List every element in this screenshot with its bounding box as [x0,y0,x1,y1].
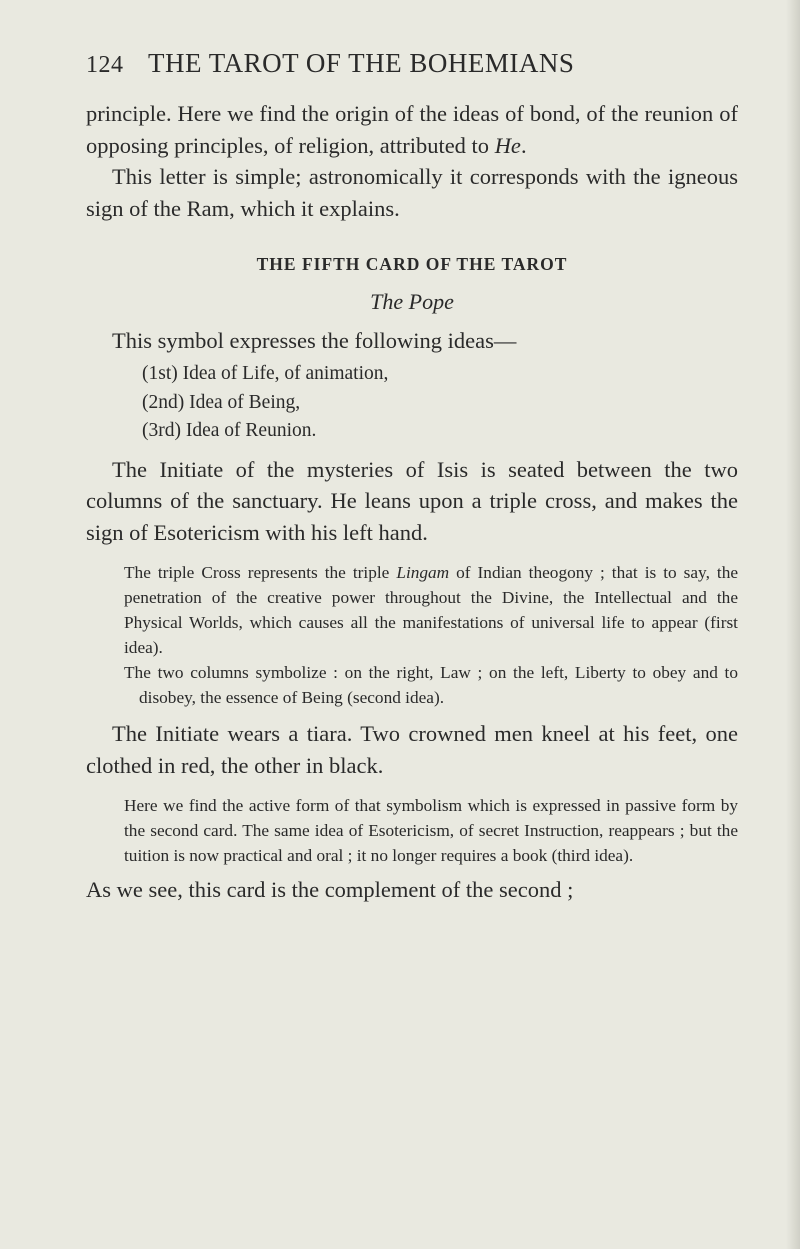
ideas-list [86,360,738,446]
note-italic-lingam: Lingam [396,563,450,582]
page-edge-shadow [786,0,800,1249]
note-block-2 [86,793,738,868]
page-number: 124 [86,52,124,78]
note-text-b: of Indian theogony ; that is to say, the penetration of the creative power throughout the Divine, the Intellectual and the Physical Worlds, which causes all the manifestations of universal life to appear (first idea). [124,563,739,657]
section-heading: THE FIFTH CARD OF THE TAROT [256,254,568,274]
opening-text-b: . [520,132,527,158]
page-header [86,48,746,79]
note-text-a: The triple Cross represents the triple [124,563,397,582]
running-title: THE TAROT OF THE BOHEMIANS [148,48,575,78]
note-block-1 [86,560,738,710]
idea-item: (2nd) Idea of Being, [142,391,301,413]
opening-paragraph [86,98,738,161]
initiate-paragraph: The Initiate of the mysteries of Isis is seated between the two columns of the sanctuary. He leans upon a triple cross, and makes the sign of Esotericism with his left hand. [86,456,738,545]
opening-italic-he: He [494,132,521,158]
idea-item: (1st) Idea of Life, of animation, [142,363,389,384]
note-two-columns: The two columns symbolize : on the right, Law ; on the left, Liberty to obey and to disobey, the essence of Being (second idea). [124,663,738,707]
symbol-intro: This symbol expresses the following ideas— [112,328,517,353]
opening-text-a: principle. Here we find the origin of the ideas of bond, of the reunion of opposing principles, of religion, attributed to [86,101,738,158]
idea-item: (3rd) Idea of Reunion. [142,420,317,441]
astronomy-paragraph: This letter is simple; astronomically it corresponds with the igneous sign of the Ram, which it explains. [86,164,738,221]
tiara-paragraph: The Initiate wears a tiara. Two crowned men kneel at his feet, one clothed in red, the other in black. [86,721,738,778]
page-content [86,98,738,906]
note-triple-cross [124,560,738,660]
note-active-form: Here we find the active form of that symbolism which is expressed in passive form by the second card. The same idea of Esotericism, of secret Instruction, reappears ; but the tuition is now practical and oral ; it no longer requires a book (third idea). [124,796,738,865]
card-title: The Pope [370,289,454,314]
complement-paragraph: As we see, this card is the complement of the second ; [86,877,574,902]
